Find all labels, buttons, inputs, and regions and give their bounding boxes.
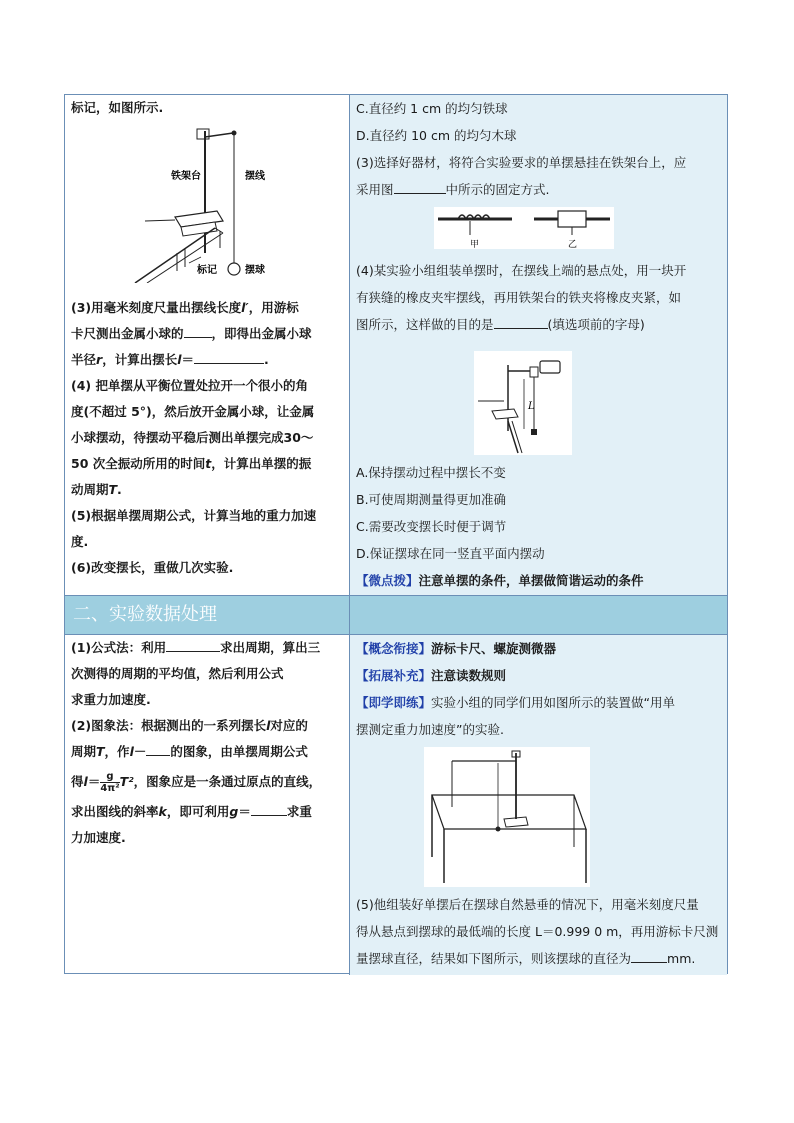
extension-line: 【拓展补充】注意读数规则 [356,668,507,683]
fixing-methods-figure [434,205,614,249]
label-jia: 甲 [470,240,480,249]
fill-blank[interactable] [394,181,446,194]
method-2-line-1: (2)图象法：根据测出的一系列摆长l对应的 [71,718,308,733]
fill-blank[interactable] [166,639,220,652]
method-2-line-3: 得l＝ $\frac{g}{\text{4π²}}$ T²，图象应是一条通过原点的直线， [71,771,322,794]
option-c: C.需要改变摆长时便于调节 [356,519,507,534]
q4-line-3: 图所示，这样做的目的是 (填选项前的字母) [356,317,645,332]
section-title: 二、实验数据处理 [73,604,217,625]
fill-blank[interactable] [146,743,170,756]
step-4-line-3: 小球摆动，待摆动平稳后测出单摆完成30～ [71,430,314,445]
step-4-line-4: 50 次全振动所用的时间t，计算出单摆的振 [71,456,312,471]
option-a: A.保持摆动过程中摆长不变 [356,465,506,480]
step-6-line: (6)改变摆长，重做几次实验. [71,560,234,575]
formula-fraction: $\frac{g}{\text{4π²}}$ [100,771,120,794]
tip-line: 【微点拨】注意单摆的条件，单摆做简谐运动的条件 [356,573,644,588]
right-top-cell [349,95,727,595]
practice-line-1: 【即学即练】实验小组的同学们用如图所示的装置做“用单 [356,695,675,710]
step-4-line-1: (4) 把单摆从平衡位置处拉开一个很小的角 [71,378,308,393]
method-2-line-2: 周期T，作l－ 的图象，由单摆周期公式 [71,744,308,759]
label-ball: 摆球 [245,265,265,276]
q5-line-2: 得从悬点到摆球的最低端的长度 L＝0.999 0 m，再用游标卡尺测 [356,924,719,939]
fill-blank[interactable] [194,351,264,364]
fill-blank[interactable] [184,325,212,338]
rubber-clamp-figure [474,351,572,455]
method-1-line-3: 求重力加速度. [71,692,151,707]
step-3-line-2: 卡尺测出金属小球的 ，即得出金属小球 [71,326,312,341]
method-1-line-1: (1)公式法：利用 求出周期，算出三 [71,640,321,655]
fill-blank[interactable] [631,950,667,963]
option-b: B.可使周期测量得更加准确 [356,492,507,507]
method-2-line-5: 力加速度. [71,830,126,845]
fill-blank[interactable] [494,316,548,329]
steps-block [71,295,343,581]
label-string: 摆线 [245,171,265,182]
section-header-row [65,595,727,635]
step-5-line-1: (5)根据单摆周期公式，计算当地的重力加速 [71,508,317,523]
label-stand: 铁架台 [171,171,201,182]
q4-line-1: (4)某实验小组组装单摆时，在摆线上端的悬点处，用一块开 [356,263,687,278]
section-divider [349,596,350,634]
continuation-line: 标记，如图所示. [71,100,164,115]
option-d: D.保证摆球在同一竖直平面内摆动 [356,546,545,561]
method-2-line-4: 求出图线的斜率k，即可利用g＝ 求重 [71,804,312,819]
option-d-ball: D.直径约 10 cm 的均匀木球 [356,128,517,143]
step-3-line-1: (3)用毫米刻度尺量出摆线长度l′，用游标 [71,300,299,315]
fill-blank[interactable] [251,803,287,816]
step-3-line-3: 半径r，计算出摆长l＝ . [71,352,269,367]
concept-line: 【概念衔接】游标卡尺、螺旋测微器 [356,641,557,656]
left-bottom-cell [65,635,349,975]
method-1-line-2: 次测得的周期的平均值，然后利用公式 [71,666,284,681]
step-4-line-2: 度(不超过 5°)，然后放开金属小球，让金属 [71,404,315,419]
q5-block [356,891,721,972]
pendulum-table-figure [424,747,590,887]
q4-line-2: 有狭缝的橡皮夹牢摆线，再用铁架台的铁夹将橡皮夹紧，如 [356,290,682,305]
practice-line-2: 摆测定重力加速度”的实验. [356,722,504,737]
step-5-line-2: 度. [71,534,89,549]
right-bottom-cell [349,635,727,975]
content-table [64,94,728,974]
label-mark: 标记 [197,265,217,276]
q3-line-1: (3)选择好器材，将符合实验要求的单摆悬挂在铁架台上，应 [356,155,687,170]
q5-line-3: 量摆球直径，结果如下图所示，则该摆球的直径为 mm. [356,951,696,966]
q4-options [356,459,721,594]
label-length: L [528,401,535,412]
option-c-ball: C.直径约 1 cm 的均匀铁球 [356,101,508,116]
q4-block [356,257,721,338]
label-yi: 乙 [568,240,578,249]
q3-line-2: 采用图 中所示的固定方式. [356,182,550,197]
left-top-cell [65,95,349,595]
q5-line-1: (5)他组装好单摆后在摆球自然悬垂的情况下，用毫米刻度尺量 [356,897,699,912]
step-4-line-5: 动周期T. [71,482,122,497]
pendulum-apparatus-figure [125,123,315,283]
